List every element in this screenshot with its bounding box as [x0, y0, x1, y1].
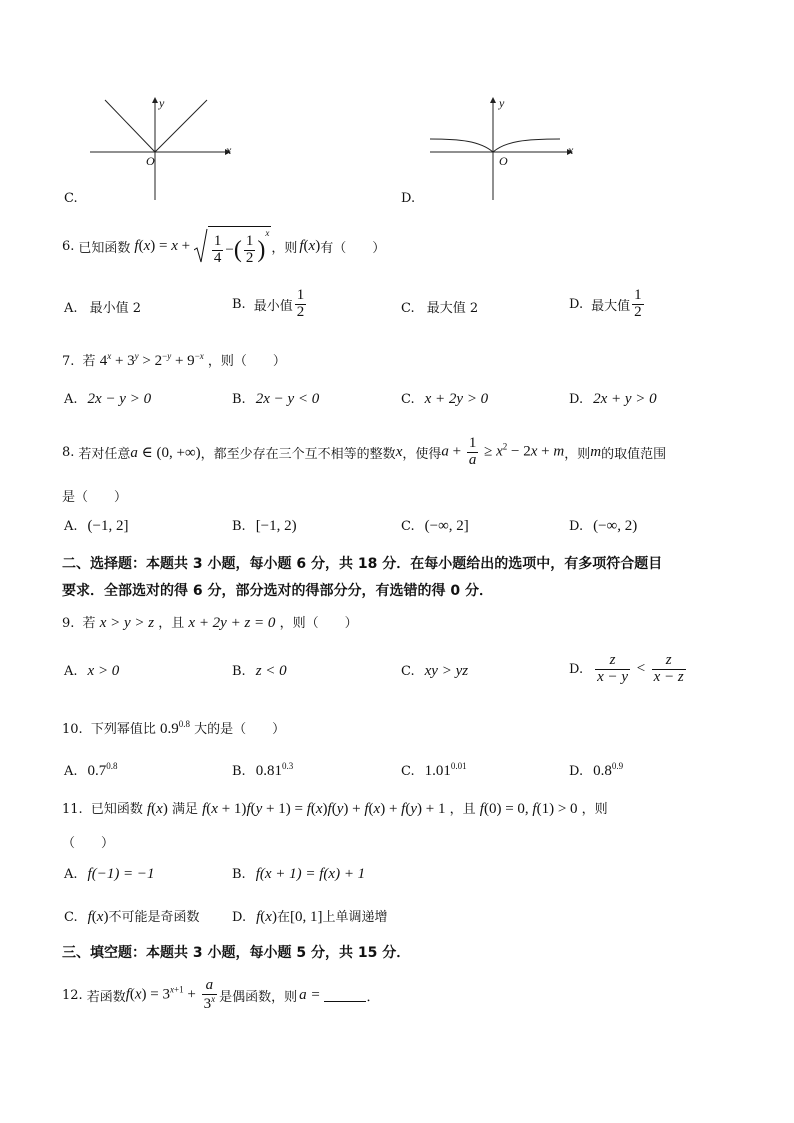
q6-option-b-text: 最小值 [253, 298, 293, 314]
q7-option-a-label: A. [64, 392, 78, 407]
q8-option-d[interactable] [569, 518, 637, 535]
question-8-stem-1: 若对任意 [78, 446, 131, 462]
q10-option-d[interactable] [569, 761, 623, 780]
q6-option-a-label: A. [64, 301, 78, 316]
q6-option-a-text: 最小值 2 [89, 301, 142, 316]
q7-option-b[interactable] [232, 391, 319, 408]
q9-option-b[interactable] [232, 663, 287, 680]
q11-option-d[interactable] [232, 906, 387, 926]
question-9-stem [62, 612, 358, 632]
q11-option-a-text: f(−1) = −1 [87, 866, 155, 882]
q6-option-b-label: B. [232, 296, 246, 312]
graph-c-origin: O [146, 154, 155, 168]
question-12-a: a = [299, 986, 321, 1003]
question-9-equation: x + 2y + z = 0 [188, 615, 276, 631]
q8-option-b-label: B. [232, 519, 246, 534]
q10-option-c-base: 1.01 [424, 763, 451, 779]
q7-option-d-label: D. [569, 392, 584, 407]
option-c-label: C. [64, 191, 78, 206]
question-8-inequality: a + $\frac{1}{a}$ ≥ $x^2 - 2x + m$ [441, 434, 565, 468]
q6-option-d[interactable] [569, 288, 646, 321]
q10-option-c[interactable] [401, 761, 467, 780]
q7-option-d-text: 2x + y > 0 [593, 391, 657, 407]
q11-option-d-fx: f(x) [256, 909, 277, 925]
q8-option-b[interactable] [232, 518, 297, 535]
graph-option-d [425, 95, 580, 205]
option-d-label: D. [401, 191, 416, 206]
question-6-stem-post: ，则 [271, 240, 298, 256]
question-10-reference: $0.9^{0.8}$ [159, 719, 190, 737]
q7-option-a[interactable] [64, 391, 151, 408]
q6-option-d-frac-den: 2 [634, 303, 642, 320]
q8-option-a[interactable] [64, 518, 128, 535]
question-10-stem [62, 718, 285, 738]
question-6-stem-end: 有（ ） [320, 240, 386, 256]
q9-option-d[interactable] [569, 653, 688, 686]
q11-option-a[interactable] [64, 866, 155, 883]
q7-option-c-text: x + 2y > 0 [424, 391, 489, 407]
q10-option-c-label: C. [401, 764, 415, 779]
question-12-number: 12. [62, 987, 83, 1003]
question-10-stem-pre: 下列幂值比 [90, 722, 156, 737]
question-9-stem-end: ，则（ ） [279, 616, 358, 631]
q10-option-d-exp: 0.9 [611, 761, 624, 771]
graph-c-axis-x: x [226, 143, 232, 157]
question-10-number: 10. [62, 722, 83, 737]
q8-option-b-text: [−1, 2) [255, 518, 297, 534]
q8-option-a-label: A. [64, 519, 78, 534]
q10-option-a-exp: 0.8 [106, 761, 118, 771]
q9-option-c[interactable] [401, 663, 468, 680]
q9-option-c-label: C. [401, 664, 415, 679]
question-8-stem-3: ，使得 [402, 446, 442, 462]
question-12-formula: $f(x) = 3^{x+1}$ + $\frac{a}{3^x}$ [125, 976, 216, 1012]
q8-option-a-text: (−1, 2] [87, 518, 129, 534]
question-8-stem-line2: 是（ ） [62, 490, 128, 505]
q9-option-d-formula: $\frac{z}{x - y}$ < $\frac{z}{x - z}$ [597, 652, 684, 685]
q10-option-a-base: 0.7 [87, 763, 107, 779]
q11-option-c-label: C. [64, 910, 78, 925]
q10-option-b-exp: 0.3 [281, 761, 294, 771]
q6-option-a[interactable] [64, 297, 141, 316]
question-11-stem-line2: （ ） [62, 836, 115, 851]
question-6-formula: f(x) = x + $\frac{1}{4}$ −( $\frac{1}{2}$ )$^x$ [134, 227, 270, 266]
graph-c-axis-y: y [159, 96, 165, 110]
graph-d-origin: O [499, 154, 508, 168]
question-8-stem-5: 的取值范围 [601, 446, 667, 462]
q7-option-c[interactable] [401, 391, 488, 408]
q9-option-c-text: xy > yz [424, 663, 469, 679]
graph-d-axis-x: x [568, 143, 574, 157]
q11-option-d-label: D. [232, 910, 247, 925]
q7-option-d[interactable] [569, 391, 657, 408]
question-8-stem-4: ，则 [564, 446, 591, 462]
question-6-fx: f(x) [299, 237, 321, 254]
q9-option-b-text: z < 0 [255, 663, 287, 679]
q11-option-d-text-pre: 在 [276, 910, 290, 925]
question-7-stem [62, 350, 286, 370]
question-8-number: 8. [62, 444, 75, 460]
q11-option-d-interval: [0, 1] [289, 909, 323, 925]
question-12-stem-end: ． [366, 989, 380, 1005]
question-11-stem-mid2: ，且 [449, 802, 476, 817]
question-6-number: 6. [62, 238, 75, 254]
question-12-stem [62, 974, 379, 1016]
question-9-number: 9. [62, 616, 75, 631]
q7-option-b-text: 2x − y < 0 [255, 391, 320, 407]
q7-option-c-label: C. [401, 392, 415, 407]
q11-option-c-text: 不可能是奇函数 [108, 910, 200, 925]
q6-option-b[interactable] [232, 288, 308, 321]
q7-option-a-text: 2x − y > 0 [87, 391, 152, 407]
q10-option-c-exp: 0.01 [450, 761, 467, 771]
question-11-equation: f(x + 1)f(y + 1) = f(x)f(y) + f(x) + f(y) + 1 [202, 801, 446, 817]
question-7-formula: $4^x + 3^y > 2^{-y} + 9^{-x}$ [99, 351, 204, 369]
question-11-stem [62, 798, 608, 818]
question-11-stem-mid: 满足 [171, 802, 198, 817]
question-11-condition: f(0) = 0, f(1) > 0 [479, 801, 578, 817]
q6-option-d-text: 最大值 [591, 298, 631, 314]
q10-option-a[interactable] [64, 761, 118, 780]
q7-option-b-label: B. [232, 392, 246, 407]
question-6-stem [62, 228, 385, 264]
q10-option-a-label: A. [64, 764, 78, 779]
section-3-heading: 三、填空题：本题共 3 小题，每小题 5 分，共 15 分． [62, 945, 411, 961]
q9-option-b-label: B. [232, 664, 246, 679]
q11-option-b-text: f(x + 1) = f(x) + 1 [255, 866, 366, 882]
q11-option-c-fx: f(x) [87, 909, 109, 925]
question-9-stem-pre: 若 [82, 616, 96, 631]
question-7-stem-pre: 若 [82, 354, 96, 369]
question-11-fx: f(x) [146, 801, 168, 817]
q11-option-b-label: B. [232, 867, 246, 882]
q6-option-c-label: C. [401, 301, 415, 316]
q9-option-a-label: A. [64, 664, 78, 679]
question-7-number: 7. [62, 354, 75, 369]
q9-option-a-text: x > 0 [87, 663, 120, 679]
graph-option-c [85, 95, 235, 205]
question-9-stem-mid: ，且 [158, 616, 185, 631]
q10-option-b-base: 0.81 [255, 763, 282, 779]
q10-option-b-label: B. [232, 764, 246, 779]
question-8-m: m [590, 443, 602, 460]
q9-option-d-label: D. [569, 661, 584, 677]
q10-option-b[interactable] [232, 761, 293, 780]
q8-option-c[interactable] [401, 518, 469, 535]
question-8-x: x [395, 443, 403, 460]
q9-option-a[interactable] [64, 663, 119, 680]
question-11-stem-end: ，则 [581, 802, 608, 817]
q10-option-d-base: 0.8 [593, 763, 612, 779]
q11-option-c[interactable] [64, 906, 199, 926]
question-12-stem-mid: 是偶函数，则 [219, 989, 298, 1005]
graph-d-axis-y: y [499, 96, 505, 110]
q6-option-c[interactable] [401, 297, 478, 316]
question-12-answer-blank[interactable] [324, 989, 366, 1002]
question-12-stem-pre: 若函数 [86, 989, 126, 1005]
q6-option-d-label: D. [569, 296, 584, 312]
question-8-stem [62, 432, 666, 472]
q11-option-a-label: A. [64, 867, 78, 882]
question-11-number: 11. [62, 802, 83, 817]
question-8-stem-2: ，都至少存在三个互不相等的整数 [200, 446, 396, 462]
question-10-stem-end: 大的是（ ） [194, 722, 286, 737]
q8-option-c-label: C. [401, 519, 415, 534]
q8-option-c-text: (−∞, 2] [424, 518, 469, 534]
question-6-stem-pre: 已知函数 [78, 240, 131, 256]
q6-option-d-frac-num: 1 [634, 287, 642, 303]
question-9-order: x > y > z [99, 615, 155, 631]
question-11-stem-pre: 已知函数 [90, 802, 143, 817]
question-7-stem-end: ，则（ ） [207, 354, 286, 369]
q8-option-d-label: D. [569, 519, 584, 534]
q6-option-c-text: 最大值 2 [426, 301, 479, 316]
q8-option-d-text: (−∞, 2) [593, 518, 638, 534]
q11-option-b[interactable] [232, 866, 365, 883]
q11-option-d-text-post: 上单调递增 [322, 910, 388, 925]
question-8-a-domain: a ∈ (0, +∞) [130, 444, 201, 461]
q6-option-b-frac-den: 2 [296, 303, 305, 320]
section-2-heading-line1: 二、选择题：本题共 3 小题，每小题 6 分，共 18 分．在每小题给出的选项中，有多项符合题目 [62, 556, 663, 572]
q6-option-b-frac-num: 1 [296, 287, 305, 303]
section-2-heading-line2: 要求．全部选对的得 6 分，部分选对的得部分分，有选错的得 0 分． [62, 583, 493, 599]
q10-option-d-label: D. [569, 764, 584, 779]
